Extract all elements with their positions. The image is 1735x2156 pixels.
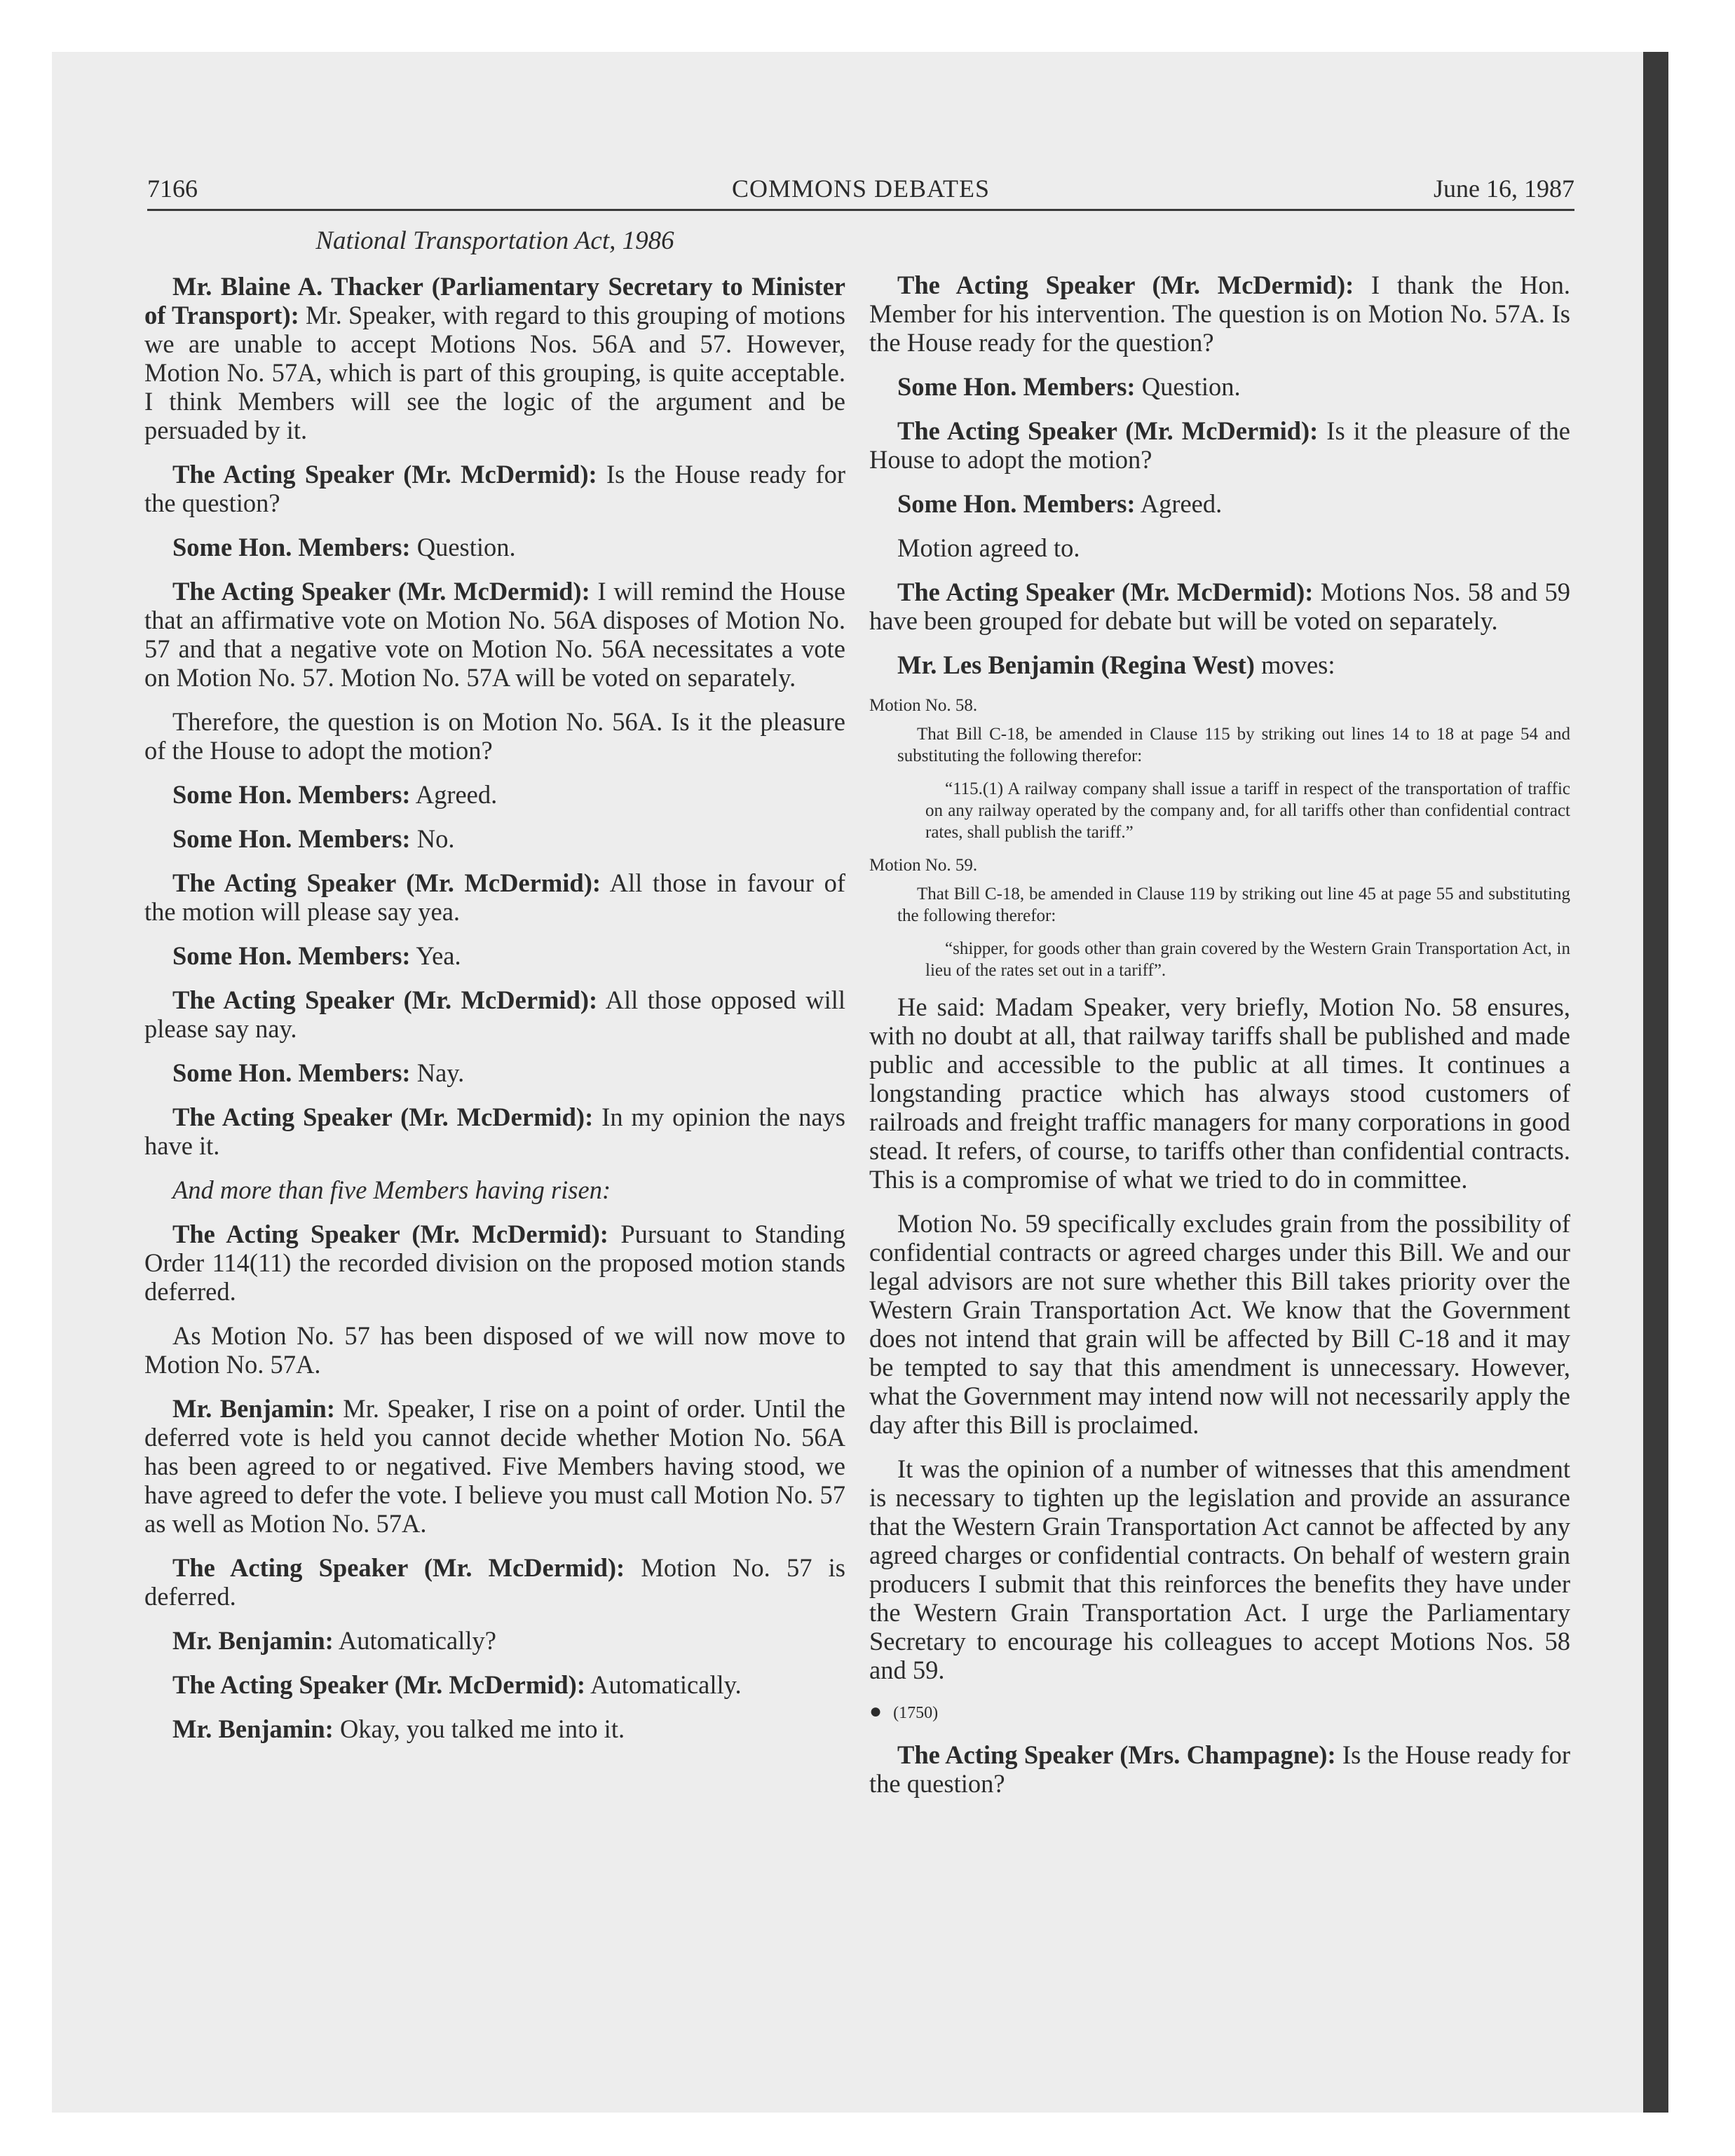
paragraph-text: Question.	[1135, 372, 1241, 401]
speaker-name: Mr. Benjamin:	[172, 1714, 334, 1743]
paragraph-text: Mr. Speaker, with regard to this grouping of motions we are unable to accept Motions Nos. 56A and 57. However, Motion No. 57A, which is part of this grouping, is quite acceptable. I think Members will see the logic of the argument and be persuaded by it.	[144, 301, 845, 444]
paragraph	[144, 707, 845, 765]
paragraph-text: Okay, you talked me into it.	[333, 1714, 625, 1743]
paragraph	[144, 1553, 845, 1611]
speaker-name: The Acting Speaker (Mr. McDermid):	[172, 868, 601, 897]
paragraph	[144, 868, 845, 926]
speaker-name: Mr. Benjamin:	[172, 1394, 335, 1423]
page-header	[147, 171, 1574, 211]
paragraph	[144, 1670, 845, 1699]
speaker-name: The Acting Speaker (Mr. McDermid):	[172, 1553, 625, 1582]
paragraph	[869, 271, 1570, 357]
paragraph	[144, 533, 845, 561]
left-column	[144, 224, 845, 1759]
right-column	[869, 271, 1570, 1813]
speaker-name: Some Hon. Members:	[172, 533, 411, 561]
paragraph-text: It was the opinion of a number of witnesses that this amendment is necessary to tighten up the legislation and provide an assurance that the Western Grain Transportation Act cannot be affected by any agreed charges or confidential contracts. On behalf of western grain producers I submit that this reinforces the benefits they have under the Western Grain Transportation Act. I urge the Parliamentary Secretary to encourage his colleagues to accept Motions Nos. 58 and 59.	[869, 1454, 1570, 1684]
paragraph	[869, 533, 1570, 562]
paragraph	[869, 1209, 1570, 1439]
publication-date: June 16, 1987	[1434, 175, 1574, 203]
paragraph-text: Question.	[410, 533, 516, 561]
page-number: 7166	[147, 175, 198, 203]
speaker-name: Mr. Benjamin:	[172, 1626, 334, 1655]
paragraph	[144, 577, 845, 692]
paragraph	[144, 272, 845, 444]
right-paragraphs-b	[869, 992, 1570, 1684]
paragraph	[144, 1394, 845, 1538]
speaker-name: The Acting Speaker (Mr. McDermid):	[172, 1220, 608, 1248]
paragraph	[144, 1175, 845, 1204]
paragraph	[144, 824, 845, 853]
paragraph-text: All those opposed will please say nay.	[144, 985, 845, 1043]
paragraph-text: He said: Madam Speaker, very briefly, Motion No. 58 ensures, with no doubt at all, that railway tariffs shall be published and made public and accessible to the public at all times. It continues a longstanding practice which has always stood customers of railroads and freight traffic managers for many corporations in good stead. It refers, of course, to tariffs other than confidential contracts. This is a compromise of what we tried to do in committee.	[869, 992, 1570, 1194]
paragraph	[869, 1740, 1570, 1798]
paragraph-text: Yea.	[410, 941, 461, 970]
speaker-name: The Acting Speaker (Mr. McDermid):	[172, 460, 597, 489]
paragraph	[144, 1058, 845, 1087]
bullet-icon: ●	[869, 1700, 883, 1723]
paragraph	[869, 372, 1570, 401]
speaker-name: The Acting Speaker (Mrs. Champagne):	[897, 1740, 1336, 1769]
paragraph-text: Therefore, the question is on Motion No. 56A. Is it the pleasure of the House to adopt the motion?	[144, 707, 845, 765]
right-paragraphs-a	[869, 271, 1570, 679]
motion-59-quote: “shipper, for goods other than grain covered by the Western Grain Transportation Act, in lieu of the rates set out in a tariff”.	[925, 939, 1570, 980]
motion-59-body: That Bill C-18, be amended in Clause 119 by striking out line 45 at page 55 and substituting the following therefor:	[897, 885, 1570, 925]
speaker-name: The Acting Speaker (Mr. McDermid):	[172, 985, 598, 1014]
motion-58-quote: “115.(1) A railway company shall issue a tariff in respect of the transportation of traffic on any railway operated by the company and, for all tariffs other than confidential contract rates, shall publish the tariff.”	[925, 779, 1570, 842]
paragraph-text: Agreed.	[410, 780, 498, 809]
paragraph	[144, 941, 845, 970]
speaker-name: Some Hon. Members:	[897, 372, 1136, 401]
binding-edge	[1643, 52, 1668, 2113]
paragraph-text: All those in favour of the motion will please say yea.	[144, 868, 845, 926]
paragraph-text: Pursuant to Standing Order 114(11) the recorded division on the proposed motion stands deferred.	[144, 1220, 845, 1306]
paragraph-text: And more than five Members having risen:	[172, 1175, 611, 1204]
paragraph	[869, 1454, 1570, 1684]
time-marker-text: (1750)	[893, 1704, 939, 1722]
paragraph-text: Automatically.	[585, 1670, 742, 1699]
speaker-name: Mr. Les Benjamin (Regina West)	[897, 650, 1255, 679]
paragraph	[144, 985, 845, 1043]
time-marker	[869, 1700, 1570, 1725]
paragraph-text: Automatically?	[333, 1626, 496, 1655]
speaker-name: Some Hon. Members:	[172, 1058, 411, 1087]
paragraph-text: Motion agreed to.	[897, 533, 1080, 562]
motion-58-body: That Bill C-18, be amended in Clause 115 by striking out lines 14 to 18 at page 54 and substituting the following therefor:	[897, 725, 1570, 765]
paragraph-text: No.	[410, 824, 455, 853]
paragraph-text: Is it the pleasure of the House to adopt the motion?	[869, 416, 1570, 474]
paragraph-text: Motions Nos. 58 and 59 have been grouped for debate but will be voted on separately.	[869, 578, 1570, 635]
paragraph	[144, 460, 845, 517]
paragraph-text: Motion No. 57 is deferred.	[144, 1553, 845, 1611]
motion-59-label: Motion No. 59.	[869, 856, 978, 875]
speaker-name: The Acting Speaker (Mr. McDermid):	[172, 1103, 594, 1131]
paragraph-text: Agreed.	[1135, 489, 1223, 518]
speaker-name: Mr. Blaine A. Thacker (Parliamentary Secretary to Minister of Transport):	[144, 272, 845, 329]
paragraph	[144, 1626, 845, 1655]
speaker-name: The Acting Speaker (Mr. McDermid):	[897, 271, 1354, 299]
section-title: National Transportation Act, 1986	[315, 226, 674, 255]
paragraph-text: Nay.	[410, 1058, 465, 1087]
speaker-name: Some Hon. Members:	[172, 941, 411, 970]
paragraph	[869, 416, 1570, 474]
speaker-name: The Acting Speaker (Mr. McDermid):	[172, 577, 590, 606]
paragraph	[144, 1321, 845, 1379]
left-paragraphs	[144, 272, 845, 1743]
paragraph-text: Is the House ready for the question?	[144, 460, 845, 517]
paragraph-text: I thank the Hon. Member for his intervention. The question is on Motion No. 57A. Is the House ready for the question?	[869, 271, 1570, 357]
paragraph	[869, 489, 1570, 518]
paragraph-text: Motion No. 59 specifically excludes grain from the possibility of confidential contracts or agreed charges under this Bill. We and our legal advisors are not sure whether this Bill takes priority over the Western Grain Transportation Act. We know that the Government does not intend that grain will be affected by Bill C-18 and it may be tempted to say that this amendment is unnecessary. However, what the Government may intend now will not necessarily apply the day after this Bill is proclaimed.	[869, 1209, 1570, 1439]
paragraph-text: moves:	[1254, 650, 1335, 679]
paragraph	[144, 1220, 845, 1306]
speaker-name: Some Hon. Members:	[172, 780, 411, 809]
right-paragraphs-c	[869, 1740, 1570, 1798]
paragraph-text: In my opinion the nays have it.	[144, 1103, 845, 1160]
paragraph	[144, 1103, 845, 1160]
speaker-name: The Acting Speaker (Mr. McDermid):	[897, 416, 1319, 445]
paragraph	[869, 578, 1570, 635]
paragraph	[869, 650, 1570, 679]
paragraph-text: Mr. Speaker, I rise on a point of order. Until the deferred vote is held you cannot decide whether Motion No. 56A has been agreed to or negatived. Five Members having stood, we have agreed to defer the vote. I believe you must call Motion No. 57 as well as Motion No. 57A.	[144, 1394, 845, 1538]
speaker-name: The Acting Speaker (Mr. McDermid):	[172, 1670, 585, 1699]
paragraph	[144, 780, 845, 809]
publication-title: COMMONS DEBATES	[731, 175, 991, 203]
motion-58-label: Motion No. 58.	[869, 696, 978, 715]
paragraph	[144, 1714, 845, 1743]
speaker-name: Some Hon. Members:	[172, 824, 411, 853]
paragraph-text: As Motion No. 57 has been disposed of we will now move to Motion No. 57A.	[144, 1321, 845, 1379]
paragraph-text: I will remind the House that an affirmative vote on Motion No. 56A disposes of Motion No. 57 and that a negative vote on Motion No. 56A necessitates a vote on Motion No. 57. Motion No. 57A will be voted on separately.	[144, 577, 845, 692]
speaker-name: Some Hon. Members:	[897, 489, 1136, 518]
paragraph	[869, 992, 1570, 1194]
speaker-name: The Acting Speaker (Mr. McDermid):	[897, 578, 1314, 606]
paragraph-text: Is the House ready for the question?	[869, 1740, 1570, 1798]
